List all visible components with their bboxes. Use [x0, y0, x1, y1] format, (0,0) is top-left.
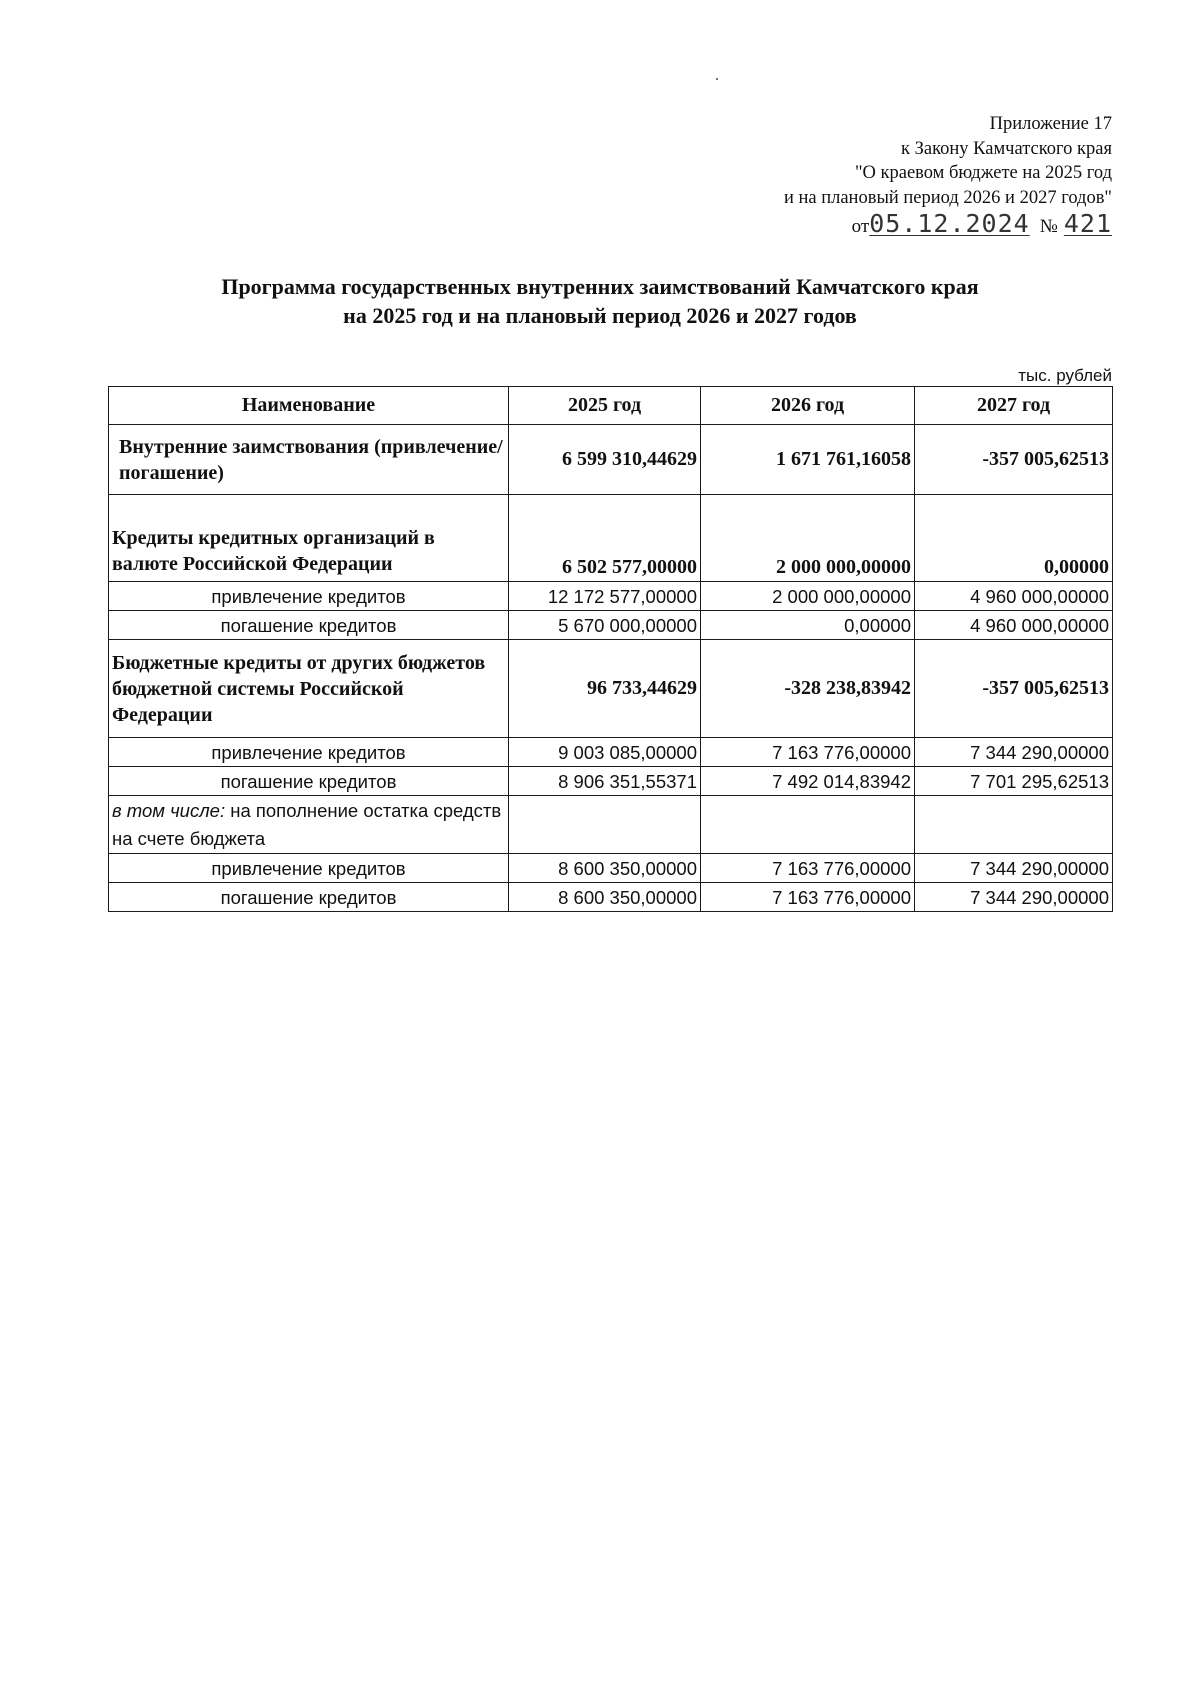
header-2027: 2027 год [915, 387, 1113, 425]
title-line-2: на 2025 год и на плановый период 2026 и 2027 годов [343, 303, 857, 328]
value-2027: -357 005,62513 [915, 425, 1113, 495]
table-row [109, 425, 1113, 495]
value-2026: 7 163 776,00000 [701, 883, 915, 912]
value-2025: 5 670 000,00000 [509, 611, 701, 640]
table-row [109, 767, 1113, 796]
law-date: 05.12.2024 [869, 209, 1030, 238]
appendix-header [784, 112, 1112, 240]
value-2027-empty [915, 796, 1113, 854]
value-2026: 2 000 000,00000 [701, 495, 915, 582]
table-row [109, 611, 1113, 640]
value-2025: 9 003 085,00000 [509, 738, 701, 767]
row-name: Бюджетные кредиты от других бюджетов бюджетной системы Российской Федерации [109, 640, 509, 738]
row-name: привлечение кредитов [109, 582, 509, 611]
value-2026: 2 000 000,00000 [701, 582, 915, 611]
table-row [109, 854, 1113, 883]
row-name: Кредиты кредитных организаций в валюте Российской Федерации [109, 495, 509, 582]
table-header-row [109, 387, 1113, 425]
header-2026: 2026 год [701, 387, 915, 425]
value-2026: -328 238,83942 [701, 640, 915, 738]
table-row [109, 738, 1113, 767]
value-2025: 8 600 350,00000 [509, 854, 701, 883]
table-row [109, 796, 1113, 854]
table-row [109, 495, 1113, 582]
borrowing-table [108, 386, 1113, 912]
row-name-note [109, 796, 509, 854]
value-2026: 7 163 776,00000 [701, 738, 915, 767]
table-row [109, 582, 1113, 611]
law-date-number [784, 209, 1112, 240]
note-text: на пополнение остатка средств на счете бюджета [112, 800, 502, 849]
row-name: привлечение кредитов [109, 738, 509, 767]
date-prefix: от [851, 216, 870, 237]
header-name: Наименование [109, 387, 509, 425]
row-name: погашение кредитов [109, 611, 509, 640]
row-name: погашение кредитов [109, 767, 509, 796]
scan-speck [716, 78, 718, 80]
value-2025: 8 600 350,00000 [509, 883, 701, 912]
value-2026-empty [701, 796, 915, 854]
value-2025: 8 906 351,55371 [509, 767, 701, 796]
appendix-line: Приложение 17 [989, 114, 1112, 134]
value-2025: 96 733,44629 [509, 640, 701, 738]
value-2025: 6 502 577,00000 [509, 495, 701, 582]
value-2025: 6 599 310,44629 [509, 425, 701, 495]
value-2026: 0,00000 [701, 611, 915, 640]
row-name: погашение кредитов [109, 883, 509, 912]
value-2027: -357 005,62513 [915, 640, 1113, 738]
law-number: 421 [1063, 209, 1112, 238]
value-2027: 0,00000 [915, 495, 1113, 582]
value-2026: 7 492 014,83942 [701, 767, 915, 796]
appendix-line: к Закону Камчатского края [901, 138, 1112, 159]
row-name: Внутренние заимствования (привлечение/погашение) [109, 425, 509, 495]
note-italic-prefix: в том числе: [112, 800, 226, 821]
appendix-line: "О краевом бюджете на 2025 год [854, 163, 1112, 183]
value-2027: 7 344 290,00000 [915, 883, 1113, 912]
unit-label: тыс. рублей [1018, 366, 1112, 385]
title-line-1: Программа государственных внутренних заимствований Камчатского края [221, 274, 979, 299]
value-2025: 12 172 577,00000 [509, 582, 701, 611]
number-label: № [1039, 216, 1058, 237]
value-2027: 4 960 000,00000 [915, 611, 1113, 640]
value-2027: 7 701 295,62513 [915, 767, 1113, 796]
document-title [0, 272, 1200, 330]
appendix-line: и на плановый период 2026 и 2027 годов" [783, 187, 1112, 208]
table-row [109, 640, 1113, 738]
value-2025-empty [509, 796, 701, 854]
value-2026: 7 163 776,00000 [701, 854, 915, 883]
value-2027: 4 960 000,00000 [915, 582, 1113, 611]
header-2025: 2025 год [509, 387, 701, 425]
value-2027: 7 344 290,00000 [915, 738, 1113, 767]
table-row [109, 883, 1113, 912]
value-2027: 7 344 290,00000 [915, 854, 1113, 883]
row-name: привлечение кредитов [109, 854, 509, 883]
value-2026: 1 671 761,16058 [701, 425, 915, 495]
